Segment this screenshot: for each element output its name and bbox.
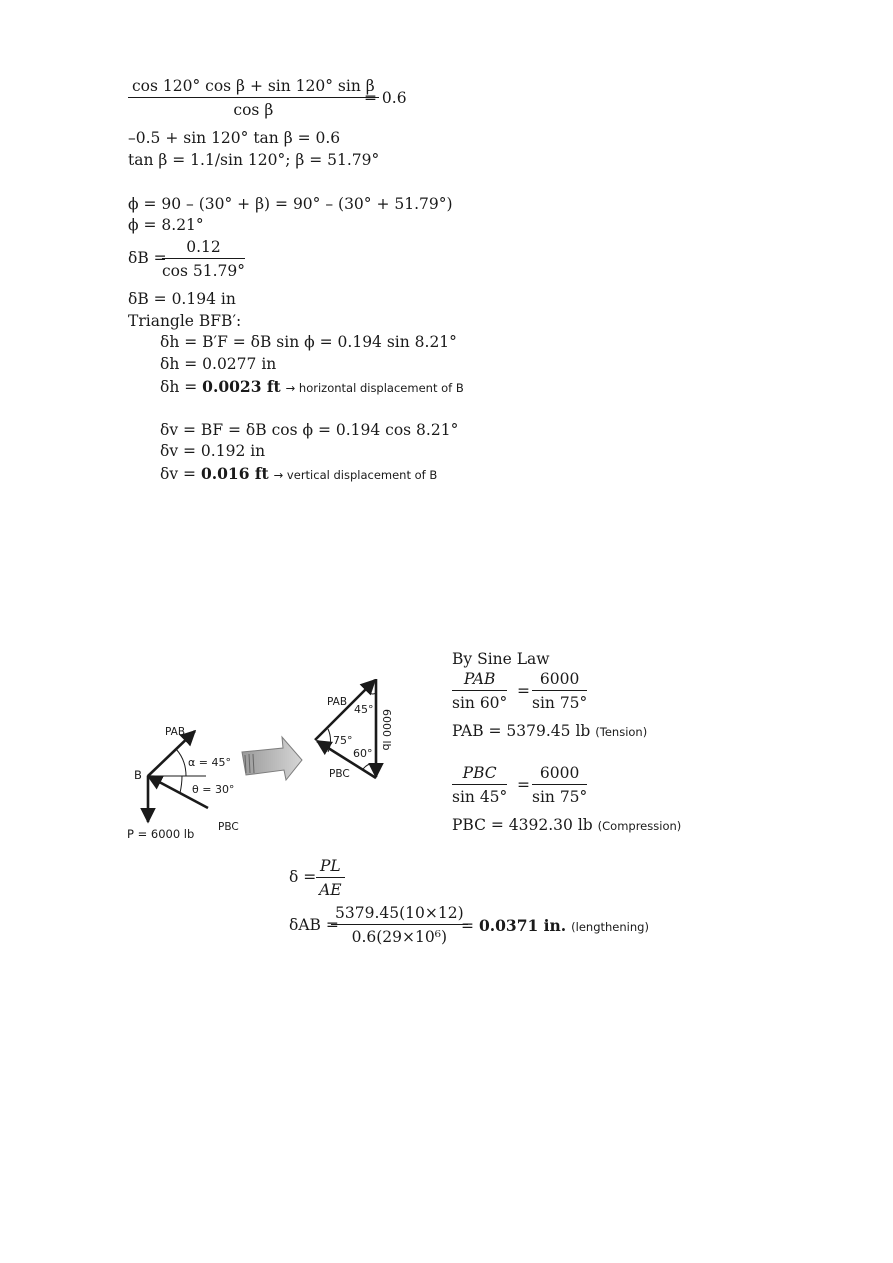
dab-equals: = bbox=[461, 917, 474, 935]
triangle-label-load: 6000 lb bbox=[380, 709, 393, 751]
vertical-result-value: 0.016 ft bbox=[200, 464, 269, 483]
sine-equals-2: = bbox=[517, 776, 530, 794]
eq1-denominator: cos β bbox=[233, 101, 274, 119]
angle-arc-60 bbox=[363, 764, 376, 769]
eq5: ϕ = 8.21° bbox=[128, 216, 204, 234]
fbd-label-b: B bbox=[134, 768, 142, 782]
pbc-result-value: PBC = 4392.30 lb bbox=[452, 816, 593, 834]
triangle-label-pbc: PBC bbox=[329, 768, 350, 780]
vertical-step-1: δv = BF = δB cos ϕ = 0.194 cos 8.21° bbox=[160, 421, 459, 439]
transition-arrow bbox=[242, 737, 302, 780]
pab-result bbox=[452, 722, 647, 740]
angle-arc-45 bbox=[366, 690, 376, 694]
sine-fraction-pab-den: sin 60° bbox=[452, 694, 508, 712]
triangle-label-45: 45° bbox=[354, 703, 374, 716]
free-body-diagram bbox=[127, 726, 239, 841]
horizontal-step-2: δh = 0.0277 in bbox=[160, 355, 277, 373]
horizontal-result-note: → horizontal displacement of B bbox=[285, 381, 464, 395]
eq7: δB = 0.194 in bbox=[128, 290, 236, 308]
eq1-numerator: cos 120° cos β + sin 120° sin β bbox=[128, 77, 379, 98]
horizontal-result-value: 0.0023 ft bbox=[202, 377, 281, 396]
eq1-rhs: = 0.6 bbox=[364, 89, 407, 107]
pbc-result bbox=[452, 816, 681, 834]
deformation-fraction bbox=[316, 857, 345, 899]
sine-fraction-load-1 bbox=[532, 670, 587, 712]
fbd-label-theta: θ = 30° bbox=[192, 783, 235, 796]
fbd-label-p: P = 6000 lb bbox=[127, 827, 195, 841]
fbd-label-pab: PAB bbox=[165, 726, 186, 738]
sine-law-heading: By Sine Law bbox=[452, 650, 550, 668]
vertical-result-lhs: δv = bbox=[160, 465, 201, 483]
sine-fraction-pab-num: PAB bbox=[452, 670, 507, 691]
dab-fraction bbox=[331, 904, 468, 946]
sine-fraction-load-1-num: 6000 bbox=[532, 670, 587, 691]
dab-result-note: (lengthening) bbox=[571, 920, 649, 934]
dab-result bbox=[461, 916, 649, 935]
triangle-label-pab: PAB bbox=[327, 696, 348, 708]
fbd-label-alpha: α = 45° bbox=[188, 756, 231, 769]
pab-result-value: PAB = 5379.45 lb bbox=[452, 722, 591, 740]
triangle-heading: Triangle BFB′: bbox=[128, 312, 242, 330]
sine-fraction-pab bbox=[452, 670, 507, 712]
theta-angle-arc bbox=[180, 776, 182, 793]
vertical-step-2: δv = 0.192 in bbox=[160, 442, 266, 460]
eq4: ϕ = 90 – (30° + β) = 90° – (30° + 51.79°) bbox=[128, 195, 453, 213]
eq3: tan β = 1.1/sin 120°; β = 51.79° bbox=[128, 151, 380, 169]
sine-fraction-load-2-num: 6000 bbox=[532, 764, 587, 785]
pab-result-note: (Tension) bbox=[595, 725, 648, 739]
sine-fraction-load-2-den: sin 75° bbox=[532, 788, 588, 806]
dab-lhs: δAB = bbox=[289, 916, 339, 934]
sine-fraction-pbc-den: sin 45° bbox=[452, 788, 508, 806]
deformation-lhs: δ = bbox=[289, 868, 317, 886]
deformation-denominator: AE bbox=[319, 881, 342, 899]
sine-fraction-pbc bbox=[452, 764, 507, 806]
alpha-angle-arc bbox=[176, 749, 186, 776]
dab-numerator: 5379.45(10×12) bbox=[331, 904, 468, 925]
vertical-result-note: → vertical displacement of B bbox=[273, 468, 438, 482]
fbd-label-pbc: PBC bbox=[218, 821, 239, 833]
sine-fraction-pbc-num: PBC bbox=[452, 764, 507, 785]
sine-fraction-load-1-den: sin 75° bbox=[532, 694, 588, 712]
eq6-denominator: cos 51.79° bbox=[162, 262, 246, 280]
deformation-numerator: PL bbox=[316, 857, 345, 878]
horizontal-step-1: δh = B′F = δB sin ϕ = 0.194 sin 8.21° bbox=[160, 333, 457, 351]
eq6-lhs: δB = bbox=[128, 249, 167, 267]
eq6-numerator: 0.12 bbox=[162, 238, 245, 259]
horizontal-result-lhs: δh = bbox=[160, 378, 203, 396]
sine-fraction-load-2 bbox=[532, 764, 587, 806]
dab-denominator: 0.6(29×10⁶) bbox=[351, 928, 448, 946]
sine-equals-1: = bbox=[517, 682, 530, 700]
pbc-result-note: (Compression) bbox=[597, 819, 682, 833]
triangle-label-60: 60° bbox=[353, 747, 373, 760]
force-triangle bbox=[315, 679, 393, 780]
eq2: –0.5 + sin 120° tan β = 0.6 bbox=[128, 129, 341, 147]
triangle-label-75: 75° bbox=[333, 734, 353, 747]
dab-result-value: 0.0371 in. bbox=[478, 916, 567, 935]
